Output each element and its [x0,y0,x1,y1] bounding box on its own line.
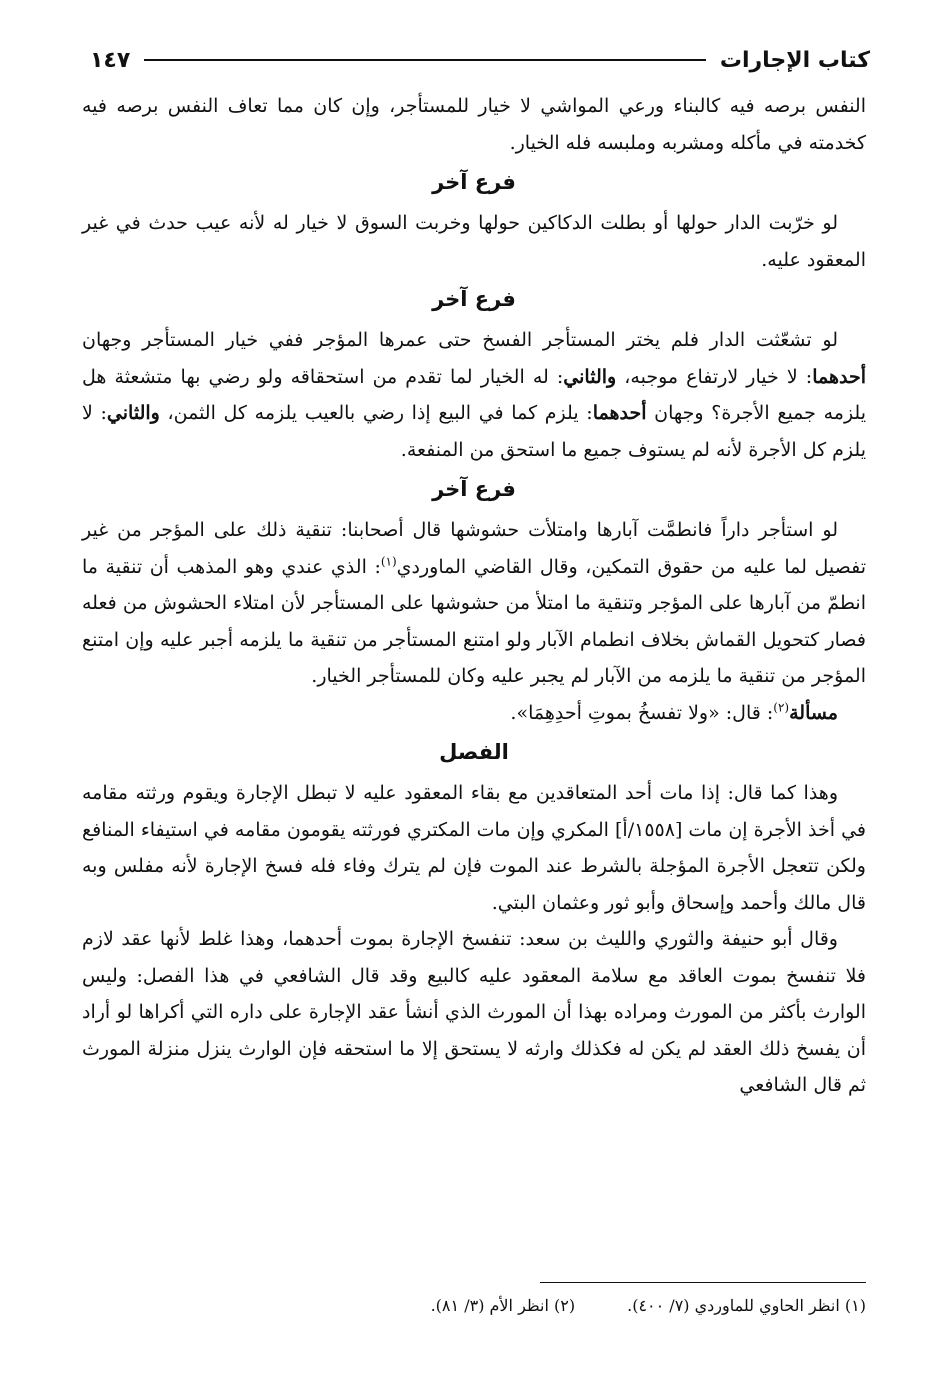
footnote-ref-2: (٢) [773,700,790,715]
paragraph-5: وهذا كما قال: إذا مات أحد المتعاقدين مع بقاء المعقود عليه لا تبطل الإجارة ويقوم ورثته مقامه في أخذ الأجرة إن مات [١٥٥٨/أ] المكري وإن مات المكتري فورثته يقومون مقامه في استيفاء المنافع ولكن تتعجل الأجرة المؤجلة بالشرط عند الموت فإن لم يترك وفاء فله فسخ الإجارة لأنه مفلس وبه قال مالك وأحمد وإسحاق وأبو ثور وعثمان البتي. [82,782,866,914]
text-run: : لا يلزم كل الأجرة لأنه لم يستوف جميع ما استحق من المنفعة. [82,402,866,461]
footnote-ref-1: (١) [380,554,397,569]
section-heading-3: فرع آخر [432,477,516,501]
masala-line [82,695,866,732]
paragraph-1: النفس برصه فيه كالبناء ورعي المواشي لا خيار للمستأجر، وإن كان مما تعاف النفس برصه فيه كخدمته في مأكله ومشربه وملبسه فله الخيار. [82,95,866,154]
footnote-2: (٢) انظر الأم (٣/ ٨١). [430,1296,576,1315]
footnote-rule [540,1282,866,1283]
page-header [90,38,870,82]
paragraph-2: لو خرّبت الدار حولها أو بطلت الدكاكين حولها وخربت السوق لا خيار له لأنه عيب حدث في غير المعقود عليه. [82,212,866,271]
masala-label: مسألة [789,701,838,724]
text-run: : له الخيار لما تقدم من استحقاقه ولو رضي بها متشعثة هل يلزمه جميع الأجرة؟ وجهان [82,365,867,424]
bold-term: والثاني [106,402,160,424]
masala-text: : قال: «ولا تفسخُ بموتِ أحدِهِمَا». [510,701,774,724]
section-heading-1: فرع آخر [432,170,516,194]
footnote-1: (١) انظر الحاوي للماوردي (٧/ ٤٠٠). [627,1296,866,1315]
text-run: : يلزم كما في البيع إذا رضي بالعيب يلزمه كل الثمن، [159,402,593,424]
text-run: : لا خيار لارتفاع موجبه، [616,365,813,388]
section-heading-4: الفصل [439,740,509,764]
text-run: لو تشعّثت الدار فلم يختر المستأجر الفسخ حتى عمرها المؤجر ففي خيار المستأجر وجهان [82,329,838,351]
bold-term: أحدهما [812,365,866,388]
footnotes [80,1292,866,1320]
paragraph-4 [82,512,866,695]
header-rule [144,59,706,61]
page-body [82,88,866,1104]
page-number: ١٤٧ [90,47,131,73]
bold-term: أحدهما [592,402,647,424]
running-title: كتاب الإجارات [719,47,870,73]
paragraph-6: وقال أبو حنيفة والثوري والليث بن سعد: تنفسخ الإجارة بموت أحدهما، وهذا غلط لأنها عقد لازم فلا تنفسخ بموت العاقد مع سلامة المعقود عليه كالبيع وقد قال الشافعي في هذا الفصل: وليس الوارث بأكثر من المورث ومراده بهذا أن المورث الذي أنشأ عقد الإجارة على داره التي أكراها لو أراد أن يفسخ ذلك العقد لم يكن له فكذلك وارثه لا يستحق إلا ما استحقه فإن الوارث ينزل منزلة المورث ثم قال الشافعي [82,928,866,1096]
bold-term: والثاني [563,365,617,388]
text-run: لو استأجر داراً فانطمَّت آبارها وامتلأت حشوشها قال أصحابنا: تنقية ذلك على المؤجر من غير تفصيل لما عليه من حقوق التمكين، وقال القاضي الماوردي [82,519,866,578]
text-run: : الذي عندي وهو المذهب أن تنقية ما انطمّ من آبارها على المؤجر وتنقية ما امتلأ من حشوشها على المستأجر لأن امتلاء الحشوش من فعله فصار كتحويل القماش بخلاف انطمام الآبار ولو امتنع المستأجر من تنقية ما يلزمه أجبر عليه وإن امتنع المؤجر من تنقية ما يلزمه من الآبار لم يجبر عليه وكان للمستأجر الخيار. [82,555,866,687]
section-heading-2: فرع آخر [432,287,516,311]
paragraph-3 [82,322,866,468]
